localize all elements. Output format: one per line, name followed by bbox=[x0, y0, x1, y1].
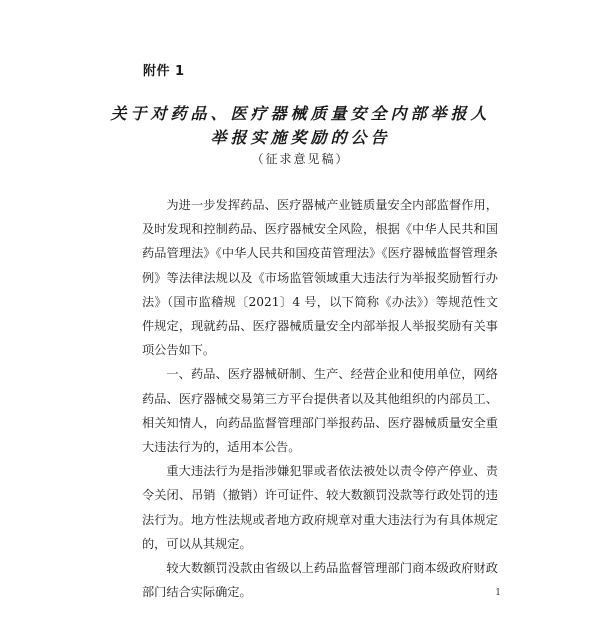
page-number: 1 bbox=[495, 588, 501, 598]
body-paragraph-3: 重大违法行为是指涉嫌犯罪或者依法被处以责令停产停业、责令关闭、吊销（撤销）许可证件、较大数额罚没款等行政处罚的违法行为。地方性法规或者地方政府规章对重大违法行为有具体规定的，可以从其规定。 bbox=[142, 464, 498, 551]
document-title-line-2: 举报实施奖励的公告 bbox=[210, 128, 391, 147]
body-paragraph-4: 较大数额罚没款由省级以上药品监督管理部门商本级政府财政部门结合实际确定。 bbox=[142, 561, 498, 600]
document-body bbox=[142, 193, 498, 604]
body-paragraph-2: 一、药品、医疗器械研制、生产、经营企业和使用单位，网络药品、医疗器械交易第三方平台提供者以及其他组织的内部员工、相关知情人，向药品监督管理部门举报药品、医疗器械质量安全重大违法行为的，适用本公告。 bbox=[142, 367, 498, 455]
body-paragraph-1: 为进一步发挥药品、医疗器械产业链质量安全内部监督作用，及时发现和控制药品、医疗器械安全风险，根据《中华人民共和国药品管理法》《中华人民共和国疫苗管理法》《医疗器械监督管理条例》等法律法规以及《市场监管领域重大违法行为举报奖励暂行办法》（国市监稽规〔2021〕4 号，以下简称《办法》）等规范性文件规定，现就药品、医疗器械质量安全内部举报人举报奖励有关事项公告如下。 bbox=[142, 198, 498, 358]
document-title-line-1: 关于对药品、医疗器械质量安全内部举报人 bbox=[110, 104, 491, 123]
attachment-label: 附件 1 bbox=[143, 64, 185, 79]
document-subtitle: （征求意见稿） bbox=[251, 152, 350, 166]
